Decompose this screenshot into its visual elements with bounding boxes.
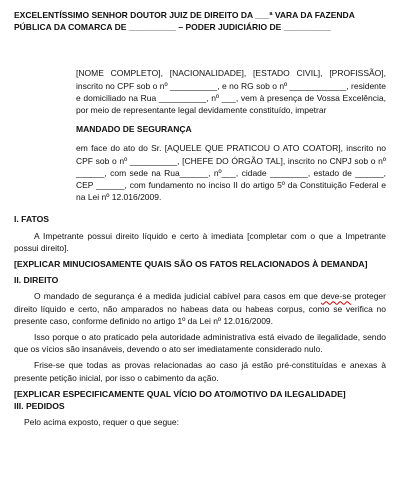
section-law-instruction: [EXPLICAR ESPECIFICAMENTE QUAL VÍCIO DO ATO/MOTIVO DA ILEGALIDADE] (14, 388, 346, 399)
section-law-paragraph-1 (14, 290, 386, 327)
section-law-paragraph-3: Frise-se que todas as provas relacionadas ao caso já estão pré-constituídas e anexas à presente petição inicial, por isso o cabimento da ação. (14, 360, 386, 383)
court-address-line-1: EXCELENTÍSSIMO SENHOR DOUTOR JUIZ DE DIREITO DA ___ª VARA DA FAZENDA (14, 10, 355, 20)
petition-body (14, 9, 386, 428)
section-facts-instruction: [EXPLICAR MINUCIOSAMENTE QUAIS SÃO OS FATOS RELACIONADOS À DEMANDA] (14, 259, 368, 270)
qualification-block (14, 67, 386, 203)
section-law-title: II. DIREITO (14, 275, 59, 286)
section-requests-title: III. PEDIDOS (14, 401, 65, 412)
court-address-line-2: PÚBLICA DA COMARCA DE __________ – PODER JUDICIÁRIO DE __________ (14, 22, 331, 33)
law-p1-end: proteger direito líquido e certo, não amparados no habeas data ou habeas corpus, como se verifica no presente caso, conforme definido no artigo 1º da Lei nº 12.016/2009. (14, 291, 386, 326)
spellcheck-marked-word: deve-se (320, 291, 352, 302)
section-law-paragraph-2: Isso porque o ato praticado pela autoridade administrativa está eivado de ilegalidade, sendo que os vícios são insanáveis, devendo o ato ser imediatamente considerado nulo. (14, 332, 386, 355)
petitioner-qualification: [NOME COMPLETO], [NACIONALIDADE], [ESTADO CIVIL], [PROFISSÃO], inscrito no CPF sob o nº __________, e no RG sob o nº ____________, residente e domiciliado na Rua __________, nº ___, vem à presença de Vossa Excelência, por meio de representante legal devidamente constituído, impetrar (76, 68, 386, 116)
section-requests-text: Pelo acima exposto, requer o que segue: (24, 417, 179, 428)
law-p1-start: O mandado de segurança é a medida judicial cabível para casos em que (34, 291, 321, 302)
section-facts-text: A Impetrante possui direito líquido e certo à imediata [completar com o que a Impetrante possui direito]. (14, 230, 386, 253)
section-facts-title: I. FATOS (14, 214, 50, 225)
respondent-qualification: em face do ato do Sr. [AQUELE QUE PRATICOU O ATO COATOR], inscrito no CPF sob o nº __________, [CHEFE DO ÓRGÃO TAL], inscrito no CNPJ sob o nº ______, com sede na Rua______, nº___, cidade ________, estado de ______, CEP ______, com fundamento no inciso II do artigo 5º da Constituição Federal e na Lei nº 12.016/2009. (76, 143, 386, 203)
action-title: MANDADO DE SEGURANÇA (76, 124, 192, 135)
